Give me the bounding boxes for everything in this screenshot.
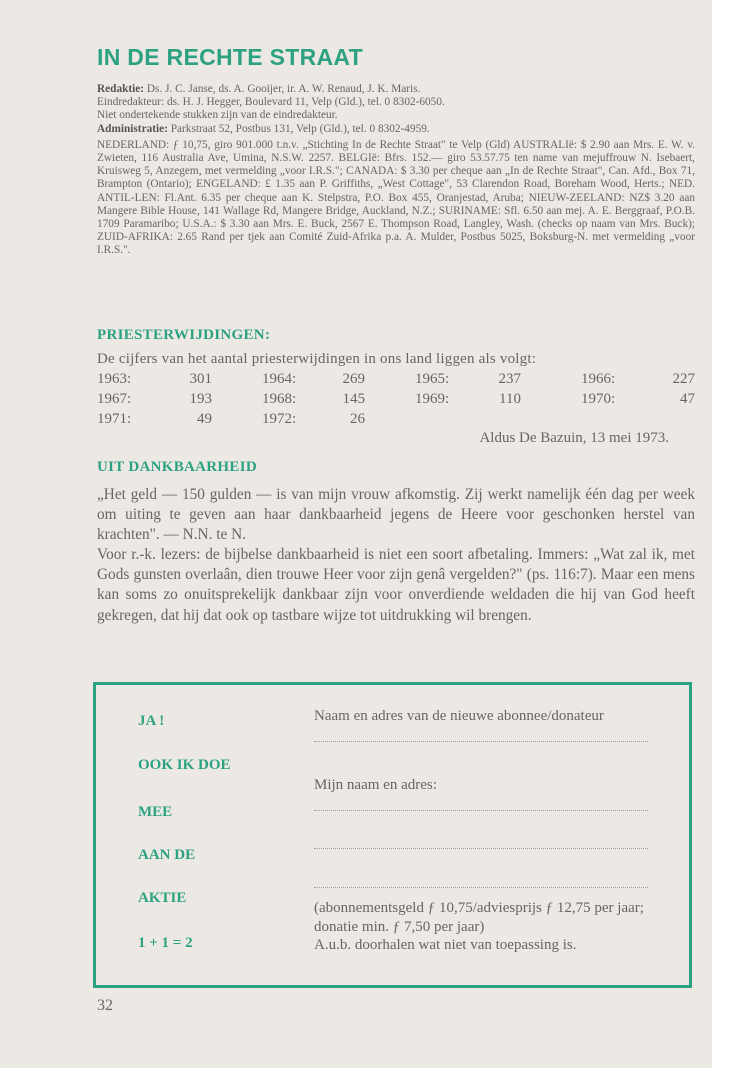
coupon-slogan: AKTIE [138,890,187,906]
coupon-slogan: OOK IK DOE [138,757,231,773]
my-address-field[interactable] [314,887,648,888]
coupon-slogan: MEE [138,804,173,820]
ordination-count: 227 [672,371,695,387]
dank-text [97,485,695,626]
dank-paragraph: „Het geld — 150 gulden — is van mijn vrouw afkomstig. Zij werkt namelijk één dag per week om uiting te geven aan haar dankbaarheid jegens de Heere voor geschonken herstel van krachten". — N.N. te N. [97,486,695,544]
year-label: 1964: [262,371,297,387]
year-label: 1963: [97,371,132,387]
priester-row [97,391,695,411]
new-subscriber-label: Naam en adres van de nieuwe abonnee/donateur [314,708,604,724]
redaktie-label: Redaktie: [97,83,145,95]
subscription-coupon [93,682,692,988]
dank-paragraph: Voor r.-k. lezers: de bijbelse dankbaarheid is niet een soort afbetaling. Immers: „Wat zal ik, met Gods gunsten overlaân, dien trouwe Heer voor zijn genâ vergelden?" (ps. 116:7). Maar een mens kan soms zo onuitsprekelijk dankbaar zijn voor onverdiende weldaden die hij van God heeft gekregen, dat hij dat ook op tastbare wijze tot uitdrukking wil brengen. [97,546,695,624]
administratie-text: Parkstraat 52, Postbus 131, Velp (Gld.), tel. 0 8302-4959. [167,122,430,135]
dank-heading: UIT DANKBAARHEID [97,459,257,475]
niet-ondertekend: Niet ondertekende stukken zijn van de eindredakteur. [97,109,338,122]
ordination-count: 301 [189,371,212,387]
administratie-label: Administratie: [97,122,168,135]
priester-row [97,371,695,391]
ordination-count: 26 [350,411,365,427]
coupon-slogan: JA ! [138,713,165,729]
year-label: 1972: [262,411,297,427]
page-number: 32 [97,997,113,1014]
subscription-info: NEDERLAND: ƒ 10,75, giro 901.000 t.n.v. „Stichting In de Rechte Straat" te Velp (Gld) AUSTRALIë: $ 2.90 aan Mrs. E. W. v. Zwieten, 116 Australia Ave, Umina, N.S.W. 2257. BELGIë: Bfrs. 152.— giro 53.57.75 ten name van mejuffrouw N. Isebaert, Kruisweg 5, Anzegem, met vermelding „voor I.R.S."; CANADA: $ 3.30 per cheque aan „In de Rechte Straat", Can. Afd., Box 71, Brampton (Ontario); ENGELAND: £ 1.35 aan P. Griffiths, „West Cottage", 53 Clarendon Road, Boreham Wood, Herts.; NED. ANTIL-LEN: Fl.Ant. 6.35 per cheque aan K. Stelpstra, P.O. Box 455, Oranjestad, Aruba; NIEUW-ZEELAND: NZ$ 3.20 aan Mangere Bible House, 141 Wallage Rd, Mangere Bridge, Auckland, N.Z.; SURINAME: Sfl. 6.50 aan mej. A. E. Berggraaf, P.O.B. 1709 Paramaribo; U.S.A.: $ 3.30 aan Mrs. E. Buck, 2567 E. Thompson Road, Langley, Wash. (checks op naam van Mrs. Buck); ZUID-AFRIKA: 2.65 Rand per tjek aan Comité Zuid-Afrika p.a. A. Mulder, Postbus 5025, Boksburg-N. met vermelding „voor I.R.S.". [97,138,695,257]
price-note [314,899,654,955]
redaktie-text: Ds. J. C. Janse, ds. A. Gooijer, ir. A. W. Renaud, J. K. Maris. [144,83,421,95]
ordination-count: 49 [197,411,212,427]
coupon-slogan: 1 + 1 = 2 [138,935,193,951]
strike-note: A.u.b. doorhalen wat niet van toepassing is. [314,937,577,953]
my-address-field[interactable] [314,848,648,849]
ordination-count: 193 [189,391,212,407]
priester-heading: PRIESTERWIJDINGEN: [97,327,271,343]
ordination-count: 110 [499,391,521,407]
priester-source: Aldus De Bazuin, 13 mei 1973. [479,430,669,446]
my-address-field[interactable] [314,810,648,811]
new-subscriber-field[interactable] [314,741,648,742]
ordination-count: 145 [342,391,365,407]
colophon [97,83,695,258]
year-label: 1971: [97,411,132,427]
year-label: 1967: [97,391,132,407]
year-label: 1970: [581,391,616,407]
ordination-count: 47 [680,391,695,407]
ordination-count: 237 [498,371,521,387]
price-note-text: (abonnementsgeld ƒ 10,75/adviesprijs ƒ 12,75 per jaar; donatie min. ƒ 7,50 per jaar) [314,900,644,935]
year-label: 1965: [415,371,450,387]
priester-intro: De cijfers van het aantal priesterwijdingen in ons land liggen als volgt: [97,351,537,367]
eindredakteur: Eindredakteur: ds. H. J. Hegger, Boulevard 11, Velp (Gld.), tel. 0 8302-6050. [97,96,445,109]
magazine-title: IN DE RECHTE STRAAT [97,44,363,70]
ordination-count: 269 [342,371,365,387]
my-address-label: Mijn naam en adres: [314,777,437,793]
year-label: 1966: [581,371,616,387]
coupon-slogan: AAN DE [138,847,196,863]
year-label: 1969: [415,391,450,407]
year-label: 1968: [262,391,297,407]
priester-row [97,411,695,431]
